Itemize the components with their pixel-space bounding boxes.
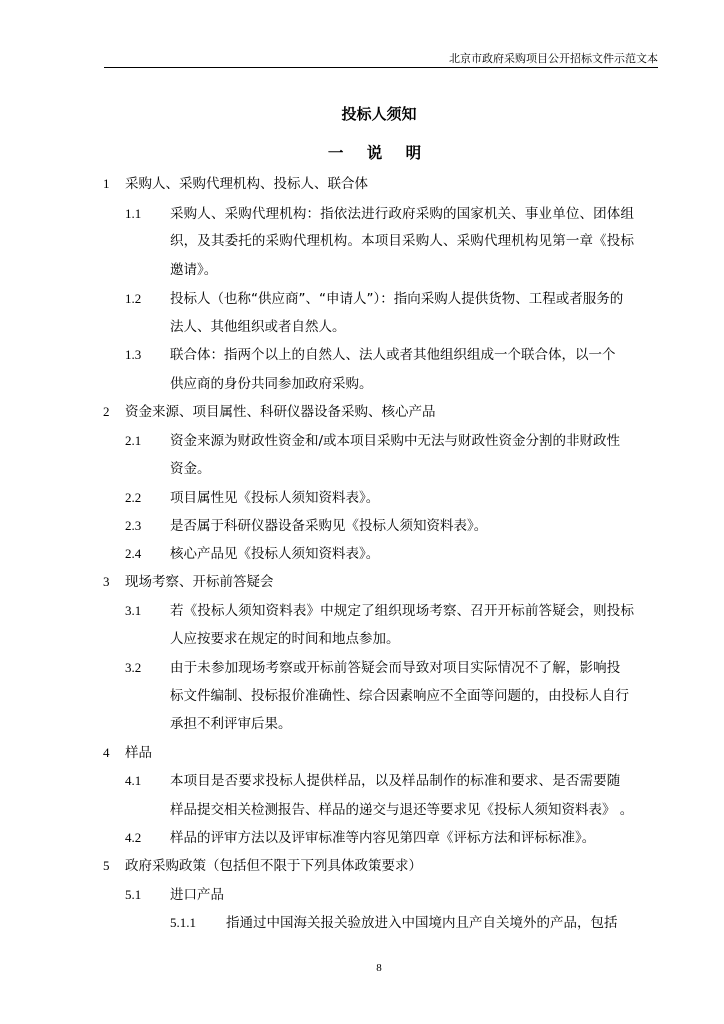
header-rule bbox=[104, 67, 658, 68]
clause-text: 投标人（也称“供应商”、“申请人”）：指向采购人提供货物、工程或者服务的 bbox=[170, 291, 624, 307]
clause-number: 1.3 bbox=[125, 347, 142, 362]
clause-heading: 进口产品 bbox=[170, 887, 224, 903]
section-number: 5 bbox=[103, 858, 110, 873]
section-heading: 资金来源、项目属性、科研仪器设备采购、核心产品 bbox=[125, 404, 436, 420]
section-heading: 现场考察、开标前答疑会 bbox=[125, 574, 274, 590]
section-subtitle: 一 说 明 bbox=[327, 144, 431, 162]
clause-text: 核心产品见《投标人须知资料表》。 bbox=[170, 546, 380, 562]
clause-number: 2.4 bbox=[125, 546, 142, 561]
clause-text: 样品的评审方法以及评审标准等内容见第四章《评标方法和评标标准》。 bbox=[170, 830, 596, 846]
clause-number: 1.1 bbox=[125, 206, 142, 221]
clause-text: 若《投标人须知资料表》中规定了组织现场考察、召开开标前答疑会，则投标 bbox=[170, 603, 635, 619]
clause-number: 5.1 bbox=[125, 887, 142, 902]
clause-text: 织，及其委托的采购代理机构。本项目采购人、采购代理机构见第一章《投标 bbox=[170, 233, 635, 249]
clause-text: 法人、其他组织或者自然人。 bbox=[170, 319, 346, 335]
clause-number: 1.2 bbox=[125, 291, 142, 306]
clause-number: 4.1 bbox=[125, 773, 142, 788]
page-title: 投标人须知 bbox=[341, 105, 417, 123]
clause-text: 采购人、采购代理机构：指依法进行政府采购的国家机关、事业单位、团体组 bbox=[170, 206, 635, 222]
clause-number: 2.2 bbox=[125, 490, 142, 505]
clause-text: 资金。 bbox=[170, 461, 211, 477]
clause-text: 邀请》。 bbox=[170, 262, 218, 278]
clause-text: 供应商的身份共同参加政府采购。 bbox=[170, 376, 373, 392]
clause-text: 承担不利评审后果。 bbox=[170, 716, 292, 732]
clause-number: 2.3 bbox=[125, 518, 142, 533]
section-number: 1 bbox=[103, 176, 110, 191]
section-heading: 采购人、采购代理机构、投标人、联合体 bbox=[125, 176, 368, 192]
clause-number: 3.2 bbox=[125, 660, 142, 675]
clause-text: 项目属性见《投标人须知资料表》。 bbox=[170, 490, 380, 506]
clause-number: 3.1 bbox=[125, 603, 142, 618]
clause-text: 指通过中国海关报关验放进入中国境内且产自关境外的产品，包括 bbox=[226, 915, 618, 931]
page-number: 8 bbox=[376, 962, 382, 974]
clause-number: 4.2 bbox=[125, 830, 142, 845]
clause-text: 人应按要求在规定的时间和地点参加。 bbox=[170, 631, 400, 647]
clause-text: 资金来源为财政性资金和/或本项目采购中无法与财政性资金分割的非财政性 bbox=[170, 433, 621, 449]
subclause-number: 5.1.1 bbox=[170, 915, 196, 930]
running-header: 北京市政府采购项目公开招标文件示范文本 bbox=[449, 52, 658, 65]
clause-text: 是否属于科研仪器设备采购见《投标人须知资料表》。 bbox=[170, 518, 488, 534]
clause-text: 标文件编制、投标报价准确性、综合因素响应不全面等问题的，由投标人自行 bbox=[170, 688, 629, 704]
clause-text: 联合体：指两个以上的自然人、法人或者其他组织组成一个联合体，以一个 bbox=[170, 347, 616, 363]
clause-text: 样品提交相关检测报告、样品的递交与退还等要求见《投标人须知资料表》 。 bbox=[170, 802, 634, 818]
section-heading: 政府采购政策（包括但不限于下列具体政策要求） bbox=[125, 858, 422, 874]
clause-number: 2.1 bbox=[125, 433, 142, 448]
section-number: 4 bbox=[103, 745, 110, 760]
clause-text: 本项目是否要求投标人提供样品，以及样品制作的标准和要求、是否需要随 bbox=[170, 773, 621, 789]
section-number: 2 bbox=[103, 404, 110, 419]
section-heading: 样品 bbox=[125, 745, 152, 761]
clause-text: 由于未参加现场考察或开标前答疑会而导致对项目实际情况不了解，影响投 bbox=[170, 660, 621, 676]
section-number: 3 bbox=[103, 574, 110, 589]
